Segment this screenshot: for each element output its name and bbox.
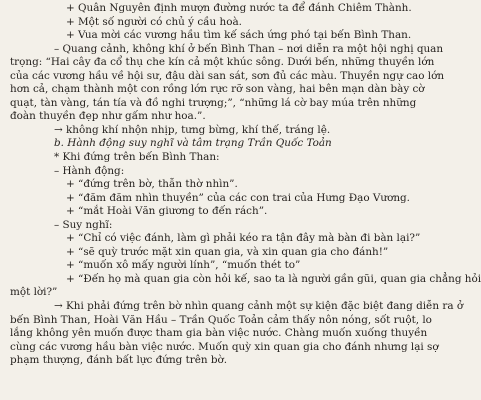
text-line: – Hành động:	[54, 164, 125, 177]
text-line: * Khi đứng trên bến Bình Than:	[54, 151, 220, 164]
text-line: + “Chỉ có việc đánh, làm gì phải kéo ra tận đây mà bàn đi bàn lại?”	[66, 232, 421, 245]
text-line: bến Bình Than, Hoài Văn Hầu – Trần Quốc Toản cảm thấy nôn nóng, sốt ruột, lo	[10, 313, 432, 326]
text-line: trọng: “Hai cây đa cổ thụ che kín cả một khúc sông. Dưới bến, những thuyền lớn	[10, 56, 435, 69]
text-line: lắng không yên muốn được tham gia bàn việc nước. Chàng muốn xuống thuyền	[10, 327, 428, 340]
text-line: + “mắt Hoài Văn giương to đến rách”.	[66, 205, 268, 218]
text-line: + Vua mời các vương hầu tìm kế sách ứng phó tại bến Bình Than.	[66, 29, 412, 42]
text-line: → không khí nhộn nhịp, tưng bừng, khí thế, tráng lệ.	[54, 123, 331, 136]
text-line: cùng các vương hầu bàn việc nước. Muốn quỳ xin quan gia cho đánh nhưng lại sợ	[10, 340, 439, 353]
text-line: – Quang cảnh, không khí ở bến Bình Than – nơi diễn ra một hội nghị quan	[54, 42, 444, 55]
text-line: quạt, tàn vàng, tán tía và đồ nghi trượng;”, “những lá cờ bay múa trên những	[10, 96, 417, 109]
text-line: → Khi phải đứng trên bờ nhìn quang cảnh một sự kiện đặc biệt đang diễn ra ở	[54, 300, 464, 313]
text-line: + “đứng trên bờ, thẫn thờ nhìn”.	[66, 178, 238, 191]
text-line: + Quân Nguyên định mượn đường nước ta để đánh Chiêm Thành.	[66, 2, 412, 14]
text-line: + “muốn xô mấy người lính”, “muốn thét to”	[66, 259, 301, 272]
text-line: + “đăm đăm nhìn thuyền” của các con trai của Hưng Đạo Vương.	[66, 191, 410, 204]
text-line: – Suy nghĩ:	[54, 218, 113, 231]
section-heading: b. Hành động suy nghĩ và tâm trạng Trần Quốc Toản	[54, 137, 332, 150]
text-line: một lời?”	[10, 286, 58, 299]
text-line: phạm thượng, đánh bất lực đứng trên bờ.	[10, 354, 228, 367]
text-line: + Một số người có chủ ý cầu hoà.	[66, 15, 242, 28]
text-line: + “sẽ quỳ trước mặt xin quan gia, và xin quan gia cho đánh!”	[66, 245, 389, 258]
text-line: đoàn thuyền đẹp như gấm như hoa.”.	[10, 110, 206, 123]
text-line: của các vương hầu về hội sư, đậu dài san sát, sơn đủ các màu. Thuyền ngự cao lớn	[10, 69, 445, 82]
text-line: hơn cả, chạm thành một con rồng lớn rực rỡ son vàng, hai bên mạn dàn bày cờ	[10, 83, 425, 96]
text-line: + “Đến họ mà quan gia còn hỏi kế, sao ta là người gần gũi, quan gia chẳng hỏi	[66, 272, 481, 285]
